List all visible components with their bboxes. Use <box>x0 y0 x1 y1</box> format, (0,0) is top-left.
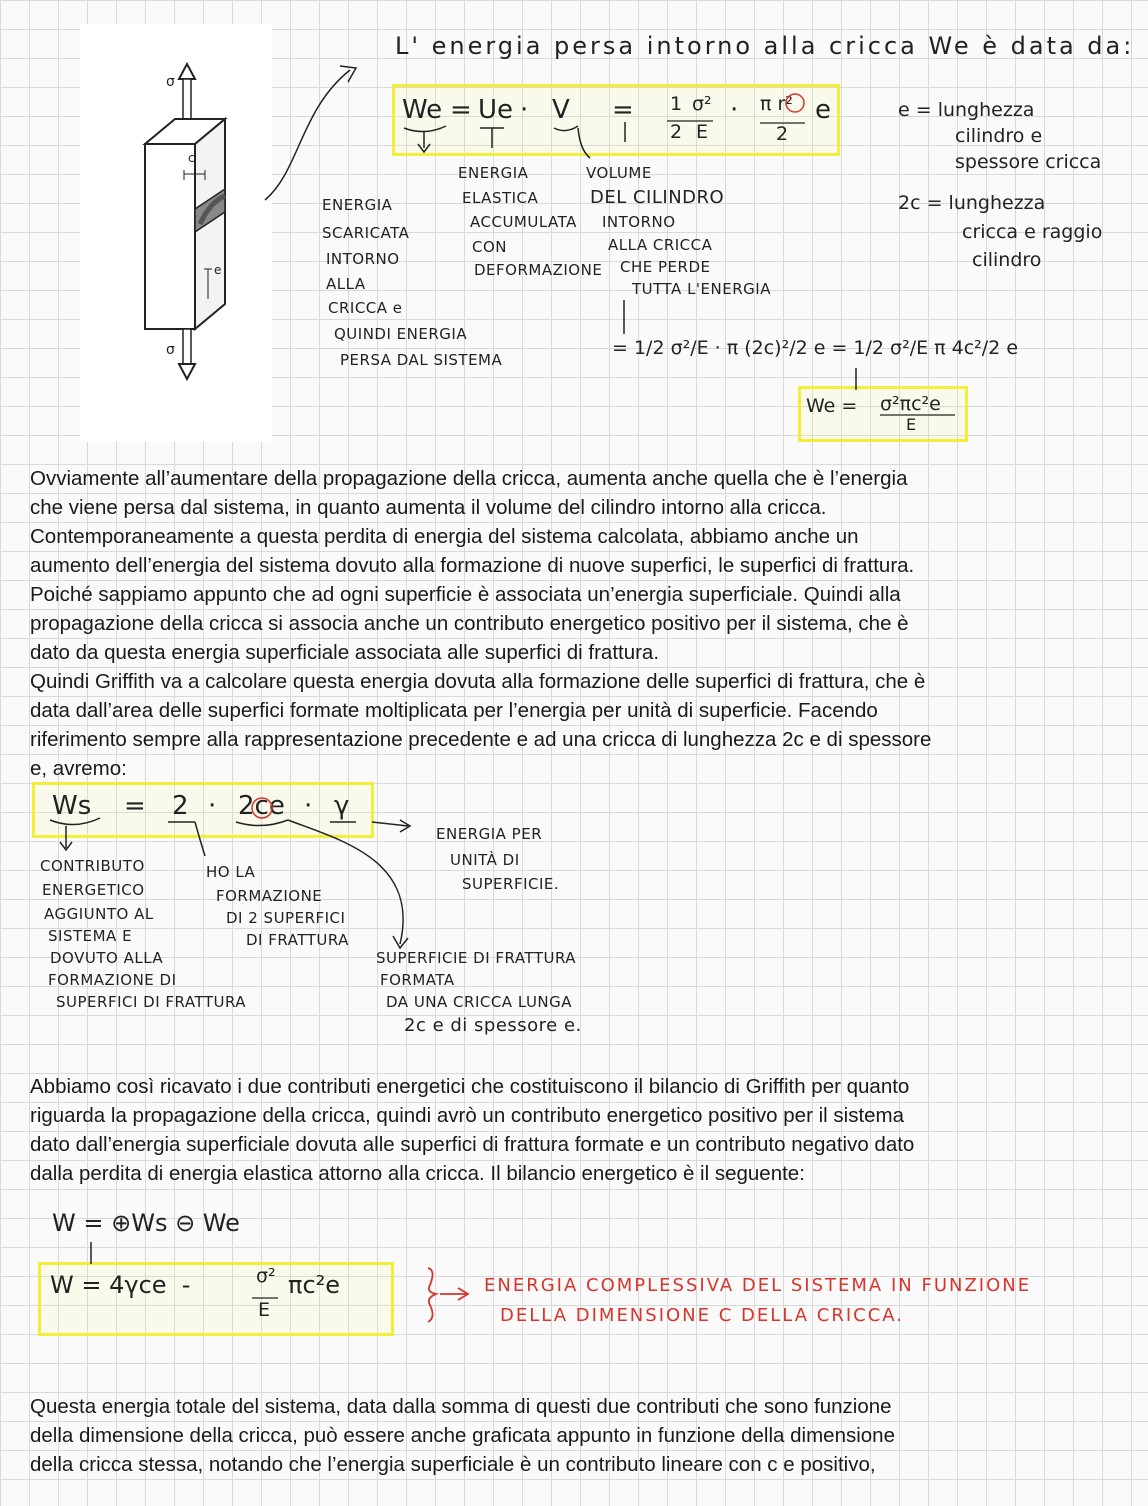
eq-w1: W = ⊕Ws ⊖ We <box>52 1209 240 1237</box>
sigma-top-label: σ <box>166 74 175 90</box>
ws-gamma: γ <box>334 791 350 821</box>
def-e-2: cilindro e <box>955 125 1043 147</box>
eq1-dot2: · <box>730 95 739 125</box>
eq1-eq: = <box>450 95 472 125</box>
eq1-eq2: = <box>612 95 634 125</box>
heading-handwritten: L' energia persa intorno alla cricca We è data da: <box>395 32 1135 60</box>
def-e-3: spessore cricca <box>955 151 1102 173</box>
def-2c-3: cilindro <box>972 249 1042 271</box>
paragraph-2: Abbiamo così ricavato i due contributi energetici che costituiscono il bilancio di Griffith per quanto riguarda la propagazione della cricca, quindi avrò un contributo energetico positivo per il sistema dato dall’energia superficiale dovuta alle superfici di frattura formate e un contributo negativo dato dalla perdita di energia elastica attorno alla cricca. Il bilancio energetico è il seguente: <box>30 1075 915 1185</box>
eq1-pi-den: 2 <box>776 123 789 145</box>
eq-w2-num: σ² <box>256 1265 276 1287</box>
eq1-frac2-den: E <box>696 121 709 143</box>
eq-w2-lhs: W = 4γce - <box>50 1271 191 1299</box>
we-final-num: σ²πc²e <box>880 393 941 415</box>
ws-dot: · <box>208 791 217 821</box>
def-e-1: e = lunghezza <box>898 99 1035 121</box>
eq2-expression: = 1/2 σ²/E · π (2c)²/2 e = 1/2 σ²/E π 4c²/2 e <box>612 337 1019 359</box>
eq-w2-den: E <box>258 1299 271 1321</box>
paragraph-3: Questa energia totale del sistema, data dalla somma di questi due contributi che sono funzione della dimensione della cricca, può essere anche graficata appunto in funzione della dimensione della cricca stessa, notando che l’energia superficiale è un contributo lineare con c e positivo, <box>30 1395 895 1476</box>
sigma-bottom-label: σ <box>166 342 175 358</box>
e-label: e <box>214 263 222 277</box>
we-final-den: E <box>906 415 917 434</box>
we-final-lhs: We = <box>806 395 858 417</box>
eq1-v: V <box>552 95 570 125</box>
eq-w2-rest: πc²e <box>288 1271 341 1299</box>
eq1-dot: · <box>520 95 529 125</box>
eq1-frac1-num: 1 <box>670 93 683 115</box>
ws-eq: = <box>124 791 146 821</box>
ws-area: 2ce <box>238 791 285 821</box>
c-label: c <box>188 151 195 165</box>
eq1-we: We <box>402 95 443 125</box>
eq1-pi-num: π r² <box>760 93 793 115</box>
def-2c-2: cricca e raggio <box>962 221 1103 243</box>
def-2c-1: 2c = lunghezza <box>898 192 1046 214</box>
ws-two: 2 <box>172 791 189 821</box>
eq1-frac2-num: σ² <box>692 93 712 115</box>
eq1-ue: Ue <box>478 95 514 125</box>
ws-dot2: · <box>304 791 313 821</box>
paragraph-1: Ovviamente all’aumentare della propagazione della cricca, aumenta anche quella che è l’energia che viene persa dal sistema, in quanto aumenta il volume del cilindro intorno alla cricca. Contemporaneamente a questa perdita di energia del sistema calcolata, abbiamo anche un aumento dell’energia del sistema dovuto alla formazione di nuove superfici, le superfici di frattura. Poiché sappiamo appunto che ad ogni superficie è associata un’energia superficiale. Quindi alla propagazione della cricca si associa anche un contributo energetico positivo per il sistema, che è dato da questa energia superficiale associata alle superfici di frattura. Quindi Griffith va a calcolare questa energia dovuta alla formazione delle superfici di frattura, che è data dall’area delle superfici formate moltiplicata per l’energia per unità di superficie. Facendo riferimento sempre alla rappresentazione precedente e ad una cricca di lunghezza 2c e di spessore e, avremo: <box>30 467 932 780</box>
ws-symbol: Ws <box>52 791 92 821</box>
eq1-e: e <box>815 95 831 125</box>
eq1-frac1-den: 2 <box>670 121 683 143</box>
